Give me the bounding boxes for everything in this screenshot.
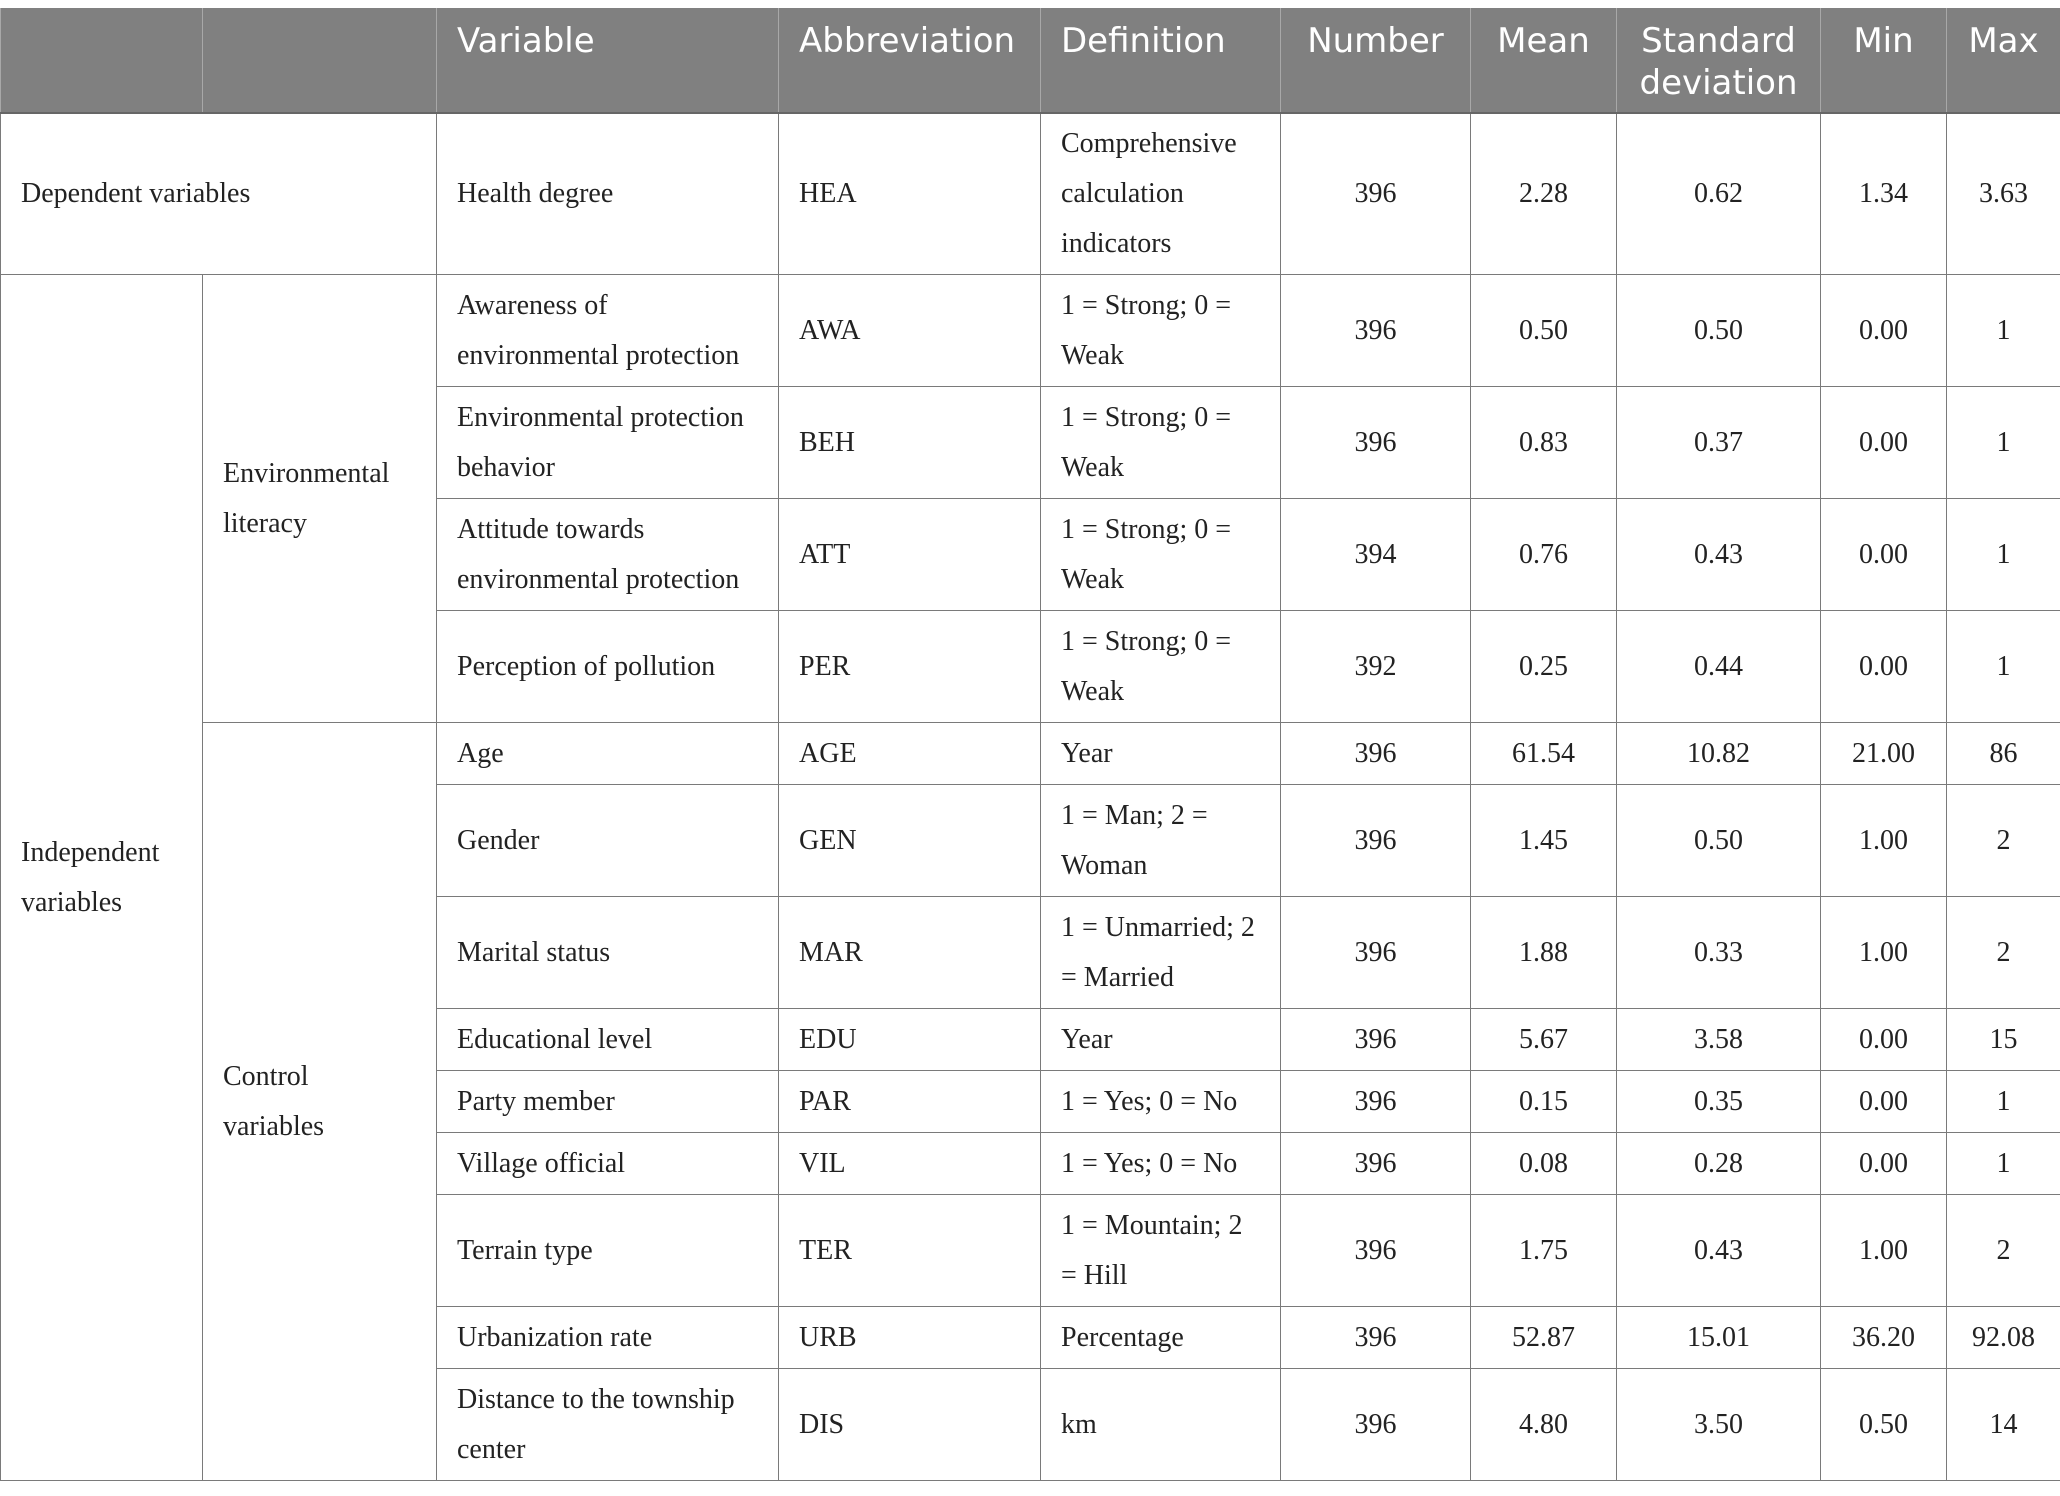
- cell-standard-deviation: 0.37: [1617, 387, 1821, 499]
- cell-variable: Awareness of environmental protection: [437, 275, 779, 387]
- cell-mean: 0.08: [1471, 1133, 1617, 1195]
- cell-number: 396: [1281, 1369, 1471, 1481]
- cell-max: 3.63: [1947, 113, 2060, 275]
- cell-number: 396: [1281, 897, 1471, 1009]
- cell-variable: Environmental protection behavior: [437, 387, 779, 499]
- cell-standard-deviation: 0.62: [1617, 113, 1821, 275]
- cell-standard-deviation: 10.82: [1617, 723, 1821, 785]
- cell-max: 14: [1947, 1369, 2060, 1481]
- cell-max: 2: [1947, 785, 2060, 897]
- cell-min: 0.00: [1821, 1071, 1947, 1133]
- cell-mean: 0.25: [1471, 611, 1617, 723]
- cell-mean: 4.80: [1471, 1369, 1617, 1481]
- cell-max: 2: [1947, 1195, 2060, 1307]
- descriptive-statistics-table: [0, 8, 2060, 1481]
- cell-number: 396: [1281, 723, 1471, 785]
- cell-number: 396: [1281, 1071, 1471, 1133]
- cell-min: 0.00: [1821, 1009, 1947, 1071]
- cell-definition: 1 = Mountain; 2 = Hill: [1041, 1195, 1281, 1307]
- cell-number: 396: [1281, 1009, 1471, 1071]
- cell-min: 0.00: [1821, 387, 1947, 499]
- cell-mean: 52.87: [1471, 1307, 1617, 1369]
- header-abbreviation: Abbreviation: [779, 8, 1041, 113]
- cell-min: 21.00: [1821, 723, 1947, 785]
- cell-number: 396: [1281, 387, 1471, 499]
- header-row: [1, 8, 2060, 113]
- cell-standard-deviation: 0.28: [1617, 1133, 1821, 1195]
- header-subgroup: [203, 8, 437, 113]
- cell-definition: 1 = Yes; 0 = No: [1041, 1133, 1281, 1195]
- cell-definition: Percentage: [1041, 1307, 1281, 1369]
- cell-max: 1: [1947, 611, 2060, 723]
- cell-max: 86: [1947, 723, 2060, 785]
- table-row: [1, 113, 2060, 275]
- cell-abbreviation: DIS: [779, 1369, 1041, 1481]
- cell-definition: km: [1041, 1369, 1281, 1481]
- cell-min: 36.20: [1821, 1307, 1947, 1369]
- cell-variable: Educational level: [437, 1009, 779, 1071]
- cell-definition: 1 = Man; 2 = Woman: [1041, 785, 1281, 897]
- cell-max: 1: [1947, 275, 2060, 387]
- cell-mean: 0.76: [1471, 499, 1617, 611]
- cell-variable: Age: [437, 723, 779, 785]
- cell-min: 0.50: [1821, 1369, 1947, 1481]
- cell-standard-deviation: 0.50: [1617, 785, 1821, 897]
- cell-abbreviation: URB: [779, 1307, 1041, 1369]
- cell-min: 0.00: [1821, 499, 1947, 611]
- cell-abbreviation: MAR: [779, 897, 1041, 1009]
- cell-abbreviation: EDU: [779, 1009, 1041, 1071]
- cell-mean: 2.28: [1471, 113, 1617, 275]
- cell-max: 2: [1947, 897, 2060, 1009]
- cell-max: 1: [1947, 1071, 2060, 1133]
- group-independent-variables: Independent variables: [1, 275, 203, 1481]
- cell-standard-deviation: 0.43: [1617, 499, 1821, 611]
- cell-variable: Attitude towards environmental protection: [437, 499, 779, 611]
- table-row: [1, 275, 2060, 387]
- cell-mean: 0.15: [1471, 1071, 1617, 1133]
- cell-definition: 1 = Strong; 0 = Weak: [1041, 387, 1281, 499]
- cell-number: 392: [1281, 611, 1471, 723]
- cell-abbreviation: GEN: [779, 785, 1041, 897]
- cell-min: 1.00: [1821, 897, 1947, 1009]
- cell-max: 1: [1947, 499, 2060, 611]
- cell-definition: 1 = Strong; 0 = Weak: [1041, 499, 1281, 611]
- cell-mean: 1.45: [1471, 785, 1617, 897]
- cell-definition: 1 = Yes; 0 = No: [1041, 1071, 1281, 1133]
- cell-variable: Terrain type: [437, 1195, 779, 1307]
- cell-max: 92.08: [1947, 1307, 2060, 1369]
- header-number: Number: [1281, 8, 1471, 113]
- cell-mean: 5.67: [1471, 1009, 1617, 1071]
- cell-variable: Gender: [437, 785, 779, 897]
- cell-definition: Comprehensive calculation indicators: [1041, 113, 1281, 275]
- cell-standard-deviation: 0.43: [1617, 1195, 1821, 1307]
- cell-variable: Perception of pollution: [437, 611, 779, 723]
- header-group: [1, 8, 203, 113]
- header-variable: Variable: [437, 8, 779, 113]
- cell-definition: 1 = Unmarried; 2 = Married: [1041, 897, 1281, 1009]
- cell-min: 0.00: [1821, 611, 1947, 723]
- cell-standard-deviation: 0.50: [1617, 275, 1821, 387]
- cell-variable: Marital status: [437, 897, 779, 1009]
- cell-variable: Urbanization rate: [437, 1307, 779, 1369]
- statistics-table-container: [0, 8, 2060, 1481]
- cell-abbreviation: PER: [779, 611, 1041, 723]
- cell-min: 1.00: [1821, 1195, 1947, 1307]
- cell-standard-deviation: 0.35: [1617, 1071, 1821, 1133]
- header-definition: Definition: [1041, 8, 1281, 113]
- cell-mean: 1.88: [1471, 897, 1617, 1009]
- table-row: [1, 723, 2060, 785]
- cell-definition: 1 = Strong; 0 = Weak: [1041, 275, 1281, 387]
- cell-variable: Distance to the township center: [437, 1369, 779, 1481]
- cell-number: 396: [1281, 785, 1471, 897]
- cell-definition: Year: [1041, 1009, 1281, 1071]
- cell-max: 1: [1947, 1133, 2060, 1195]
- cell-number: 396: [1281, 1133, 1471, 1195]
- cell-abbreviation: HEA: [779, 113, 1041, 275]
- cell-abbreviation: AWA: [779, 275, 1041, 387]
- cell-mean: 0.83: [1471, 387, 1617, 499]
- cell-min: 0.00: [1821, 275, 1947, 387]
- cell-variable: Health degree: [437, 113, 779, 275]
- cell-definition: Year: [1041, 723, 1281, 785]
- cell-abbreviation: BEH: [779, 387, 1041, 499]
- group-dependent-variables: Dependent variables: [1, 113, 437, 275]
- cell-number: 394: [1281, 499, 1471, 611]
- cell-abbreviation: ATT: [779, 499, 1041, 611]
- cell-abbreviation: TER: [779, 1195, 1041, 1307]
- header-mean: Mean: [1471, 8, 1617, 113]
- cell-number: 396: [1281, 113, 1471, 275]
- cell-number: 396: [1281, 1195, 1471, 1307]
- cell-variable: Party member: [437, 1071, 779, 1133]
- subgroup-control-variables: Control variables: [203, 723, 437, 1481]
- cell-min: 1.34: [1821, 113, 1947, 275]
- cell-mean: 61.54: [1471, 723, 1617, 785]
- cell-standard-deviation: 0.33: [1617, 897, 1821, 1009]
- cell-max: 15: [1947, 1009, 2060, 1071]
- cell-min: 0.00: [1821, 1133, 1947, 1195]
- cell-abbreviation: VIL: [779, 1133, 1041, 1195]
- cell-number: 396: [1281, 1307, 1471, 1369]
- header-max: Max: [1947, 8, 2060, 113]
- cell-standard-deviation: 0.44: [1617, 611, 1821, 723]
- cell-mean: 1.75: [1471, 1195, 1617, 1307]
- subgroup-environmental-literacy: Environmental literacy: [203, 275, 437, 723]
- cell-standard-deviation: 15.01: [1617, 1307, 1821, 1369]
- header-min: Min: [1821, 8, 1947, 113]
- cell-max: 1: [1947, 387, 2060, 499]
- cell-min: 1.00: [1821, 785, 1947, 897]
- cell-standard-deviation: 3.58: [1617, 1009, 1821, 1071]
- cell-mean: 0.50: [1471, 275, 1617, 387]
- cell-variable: Village official: [437, 1133, 779, 1195]
- cell-abbreviation: PAR: [779, 1071, 1041, 1133]
- cell-number: 396: [1281, 275, 1471, 387]
- cell-standard-deviation: 3.50: [1617, 1369, 1821, 1481]
- cell-abbreviation: AGE: [779, 723, 1041, 785]
- cell-definition: 1 = Strong; 0 = Weak: [1041, 611, 1281, 723]
- header-standard-deviation: Standard deviation: [1617, 8, 1821, 113]
